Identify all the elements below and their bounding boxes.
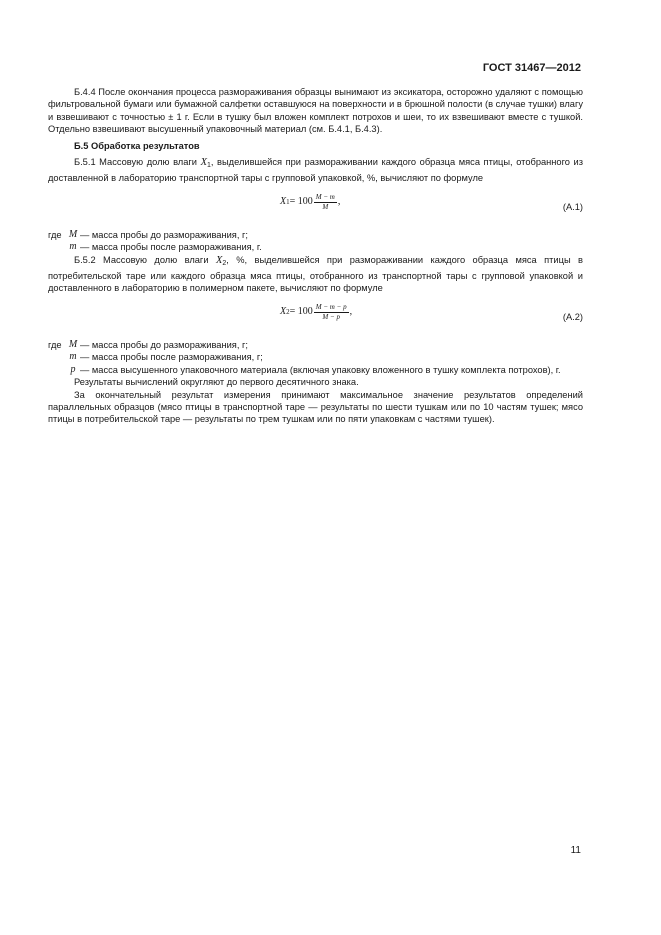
formula-a1-fraction	[314, 193, 337, 212]
definition-text: — масса пробы после размораживания, г.	[80, 242, 262, 253]
formula-a2-numerator: M − m − p	[315, 302, 347, 311]
b52-variable-subscript: 2	[222, 259, 227, 267]
formula-a1	[48, 193, 583, 223]
formula-a2-fraction	[314, 303, 349, 322]
definition-prefix: где	[48, 339, 62, 350]
paragraph-b44: Б.4.4 После окончания процесса размораживания образцы вынимают из эксикатора, осторожно удаляют с помощью фильтровальной бумаги или бумажной салфетки оставшуюся на поверхности и в брюшной полости (в случае тушки) влагу и взвешивают с точностью ± 1 г. Если в тушку был вложен комплект потрохов и шеи, то их взвешивают вместе с тушкой. Отдельно взвешивают высушенный упаковочный материал (см. Б.4.1, Б.4.3).	[48, 87, 583, 135]
b51-text-after: , выделившейся при размораживании каждого образца мяса птицы, отобранного из доставленной в лабораторию транспортной тары с групповой упаковкой, %, вычисляют по формуле	[48, 157, 583, 184]
definition-text: — масса пробы после размораживания, г;	[80, 352, 263, 363]
page-number: 11	[570, 845, 581, 856]
formula-a2-denominator: M − p	[322, 312, 340, 321]
definition-row	[48, 229, 583, 241]
formula-a2-lhs-subscript: 2	[286, 308, 290, 317]
formula-a1-lhs: X	[280, 196, 287, 208]
definition-prefix: где	[48, 229, 62, 240]
formula-a1-number: (А.1)	[562, 201, 583, 212]
formula-a1-numerator: M − m	[315, 192, 335, 201]
definition-symbol: p	[70, 363, 76, 375]
definition-prefix	[48, 351, 66, 363]
paragraph-b51	[48, 156, 583, 185]
definition-prefix	[48, 241, 66, 253]
document-header-title: ГОСТ 31467—2012	[482, 62, 581, 74]
formula-a2	[48, 303, 583, 333]
formula-a2-number: (А.2)	[562, 311, 583, 322]
formula-a1-tail: ,	[337, 196, 341, 208]
definition-symbol: m	[69, 241, 77, 253]
b51-text-before: Б.5.1 Массовую долю влаги	[74, 157, 201, 168]
definition-symbol: M	[68, 228, 78, 240]
b51-variable: X	[200, 157, 207, 169]
section-heading-b5: Б.5 Обработка результатов	[74, 140, 200, 151]
formula-a1-denominator: M	[322, 202, 329, 211]
definition-symbol: m	[69, 351, 77, 363]
definitions-a2	[48, 339, 583, 376]
paragraph-b52	[48, 254, 583, 295]
b52-text-after: , %, выделившейся при размораживании каждого образца мяса птицы в потребительской таре или каждого образца мяса птицы, отобранного из транспортной тары с групповой упаковкой и доставленного в лабораторию в полимерном пакете, вычисляют по формуле	[48, 254, 583, 294]
b51-variable-subscript: 1	[206, 162, 211, 170]
b52-variable: X	[215, 254, 223, 266]
definition-row	[48, 339, 583, 351]
definition-text: — масса высушенного упаковочного материала (включая упаковку вложенного в тушку комплекта потрохов), г.	[80, 364, 561, 375]
formula-a2-coefficient: = 100	[289, 306, 313, 318]
formula-a2-lhs: X	[280, 306, 287, 318]
definition-row	[48, 241, 583, 253]
document-body	[48, 86, 583, 426]
definition-text: — масса пробы до размораживания, г;	[80, 229, 248, 240]
paragraph-rounding: Результаты вычислений округляют до первого десятичного знака.	[74, 377, 359, 388]
b52-text-before: Б.5.2 Массовую долю влаги	[74, 254, 216, 265]
definition-symbol: M	[68, 338, 78, 350]
definition-text: — масса пробы до размораживания, г;	[80, 339, 248, 350]
definition-row	[48, 351, 583, 363]
paragraph-final-result: За окончательный результат измерения принимают максимальное значение результатов определений параллельных образцов (мясо птицы в транспортной таре — результаты по шести тушкам или по 10 частям тушек; мясо птицы в потребительской таре — результаты по трем тушкам или по пяти упаковкам с частями тушек).	[48, 389, 583, 425]
formula-a1-coefficient: = 100	[289, 196, 313, 208]
formula-a1-lhs-subscript: 1	[286, 198, 290, 207]
formula-a2-tail: ,	[349, 306, 353, 318]
definition-prefix	[48, 364, 66, 376]
definition-row	[48, 364, 583, 376]
definitions-a1	[48, 229, 583, 254]
